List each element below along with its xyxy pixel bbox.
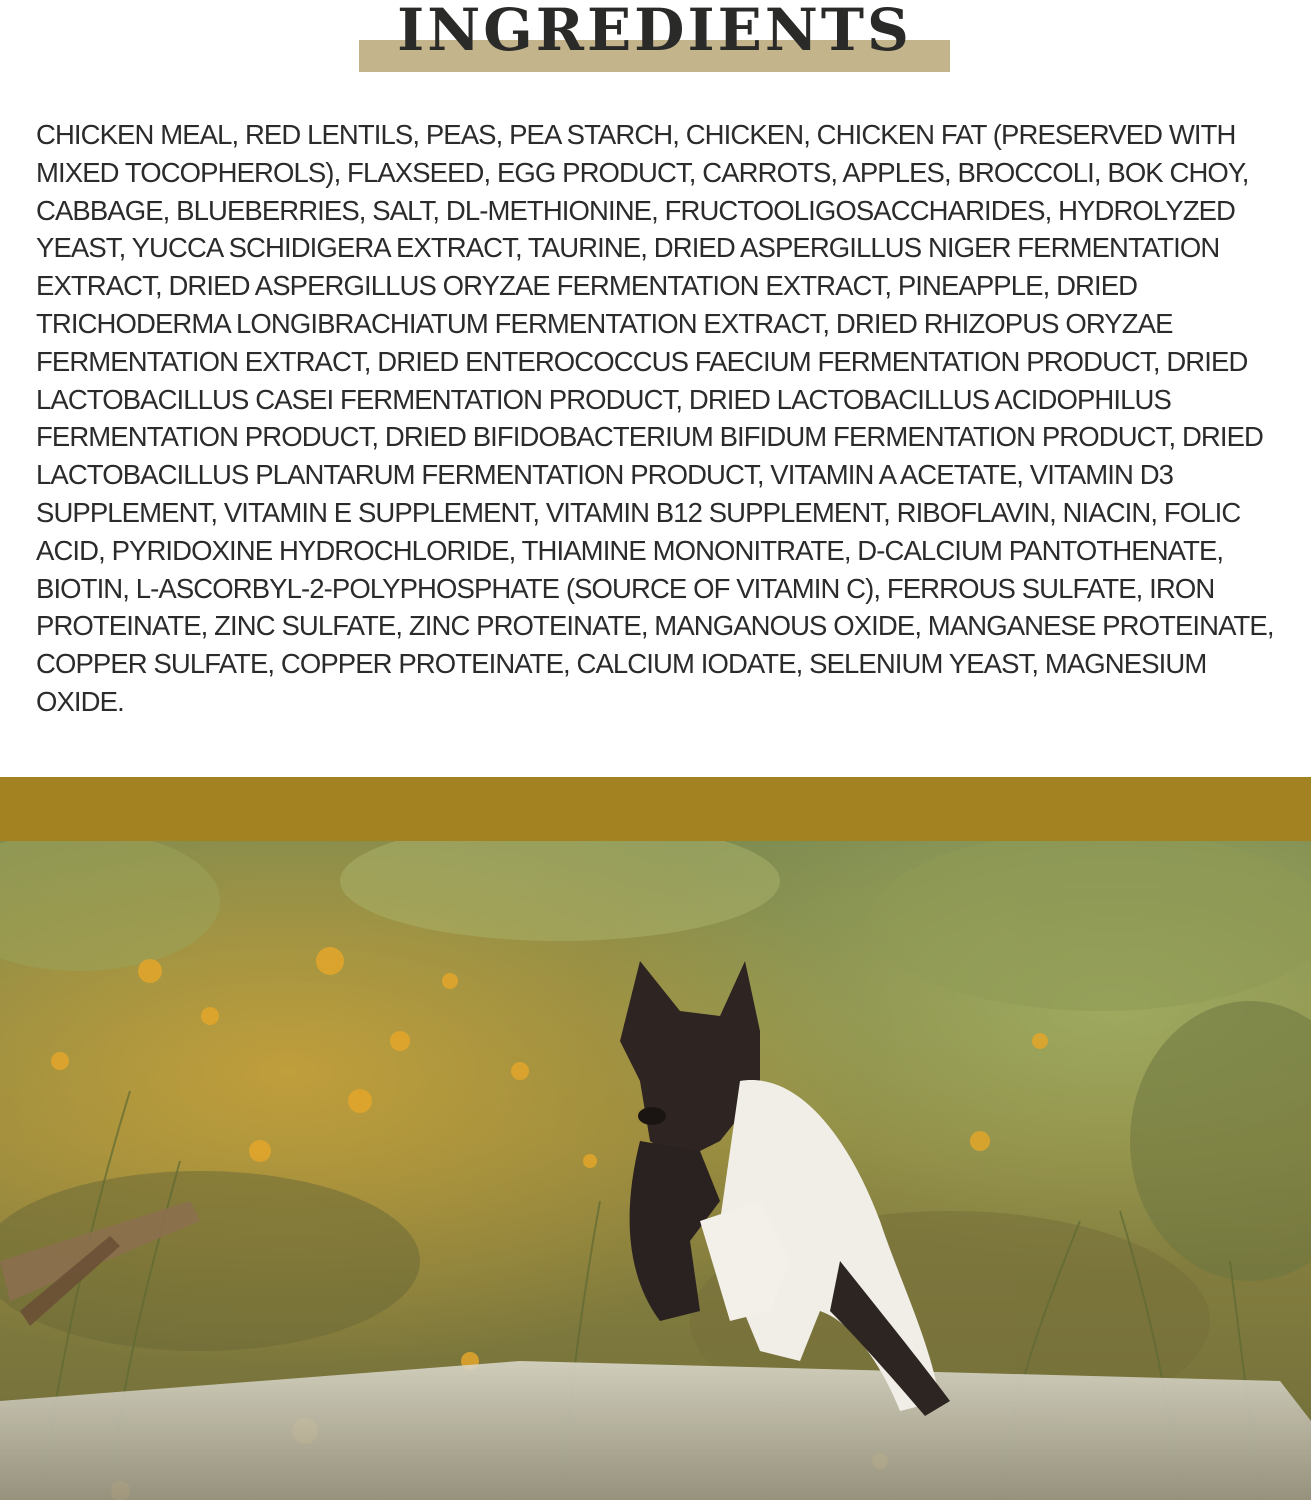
ingredients-heading: [359, 0, 950, 72]
dog-jumping-photo: [0, 841, 1311, 1500]
ingredients-list: CHICKEN MEAL, RED LENTILS, PEAS, PEA STARCH, CHICKEN, CHICKEN FAT (PRESERVED WITH MIXED TOCOPHEROLS), FLAXSEED, EGG PRODUCT, CARROTS, APPLES, BROCCOLI, BOK CHOY, CABBAGE, BLUEBERRIES, SALT, DL-METHIONINE, FRUCTOOLIGOSACCHARIDES, HYDROLYZED YEAST, YUCCA SCHIDIGERA EXTRACT, TAURINE, DRIED ASPERGILLUS NIGER FERMENTATION EXTRACT, DRIED ASPERGILLUS ORYZAE FERMENTATION EXTRACT, PINEAPPLE, DRIED TRICHODERMA LONGIBRACHIATUM FERMENTATION EXTRACT, DRIED RHIZOPUS ORYZAE FERMENTATION EXTRACT, DRIED ENTEROCOCCUS FAECIUM FERMENTATION PRODUCT, DRIED LACTOBACILLUS CASEI FERMENTATION PRODUCT, DRIED LACTOBACILLUS ACIDOPHILUS FERMENTATION PRODUCT, DRIED BIFIDOBACTERIUM BIFIDUM FERMENTATION PRODUCT, DRIED LACTOBACILLUS PLANTARUM FERMENTATION PRODUCT, VITAMIN A ACETATE, VITAMIN D3 SUPPLEMENT, VITAMIN E SUPPLEMENT, VITAMIN B12 SUPPLEMENT, RIBOFLAVIN, NIACIN, FOLIC ACID, PYRIDOXINE HYDROCHLORIDE, THIAMINE MONONITRATE, D-CALCIUM PANTOTHENATE, BIOTIN, L-ASCORBYL-2-POLYPHOSPHATE (SOURCE OF VITAMIN C), FERROUS SULFATE, IRON PROTEINATE, ZINC SULFATE, ZINC PROTEINATE, MANGANOUS OXIDE, MANGANESE PROTEINATE, COPPER SULFATE, COPPER PROTEINATE, CALCIUM IODATE, SELENIUM YEAST, MAGNESIUM OXIDE.: [36, 119, 1274, 717]
heading-title: INGREDIENTS: [397, 0, 912, 64]
gold-divider-band: [0, 777, 1311, 841]
